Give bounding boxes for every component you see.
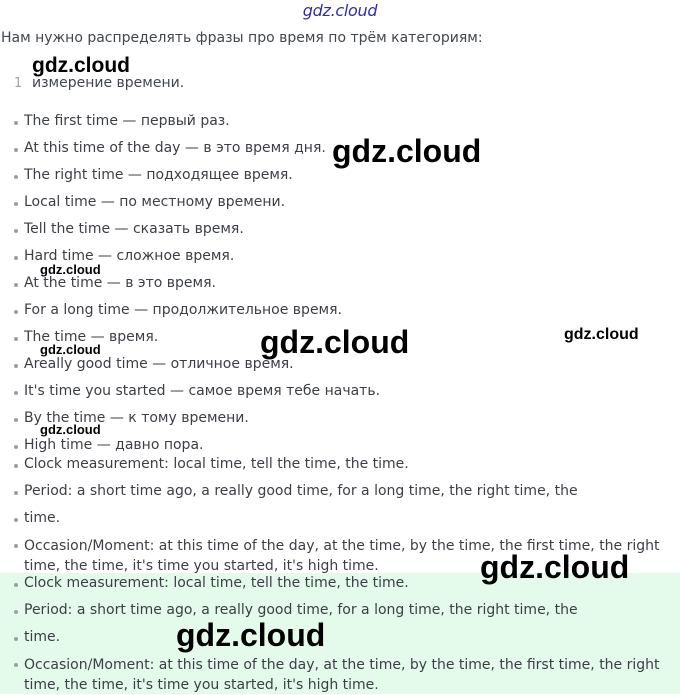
list-item: The first time — первый раз.	[24, 113, 230, 129]
category-item: Clock measurement: local time, tell the time, the time.	[24, 575, 409, 591]
watermark: gdz.cloud	[40, 422, 101, 437]
top-watermark: gdz.cloud	[302, 1, 378, 20]
section-title: измерение времени.	[32, 75, 185, 91]
category-item: time.	[24, 510, 61, 526]
category-item: time.	[24, 629, 61, 645]
list-item: Tell the time — сказать время.	[24, 221, 244, 237]
list-item: At this time of the day — в это время дня.	[24, 140, 326, 156]
list-item: By the time — к тому времени.	[24, 410, 249, 426]
category-item: Occasion/Moment: at this time of the day, at the time, by the time, the first time, the right time, the time, it's time you started, it's high time.	[24, 655, 676, 695]
category-item: Period: a short time ago, a really good time, for a long time, the right time, the	[24, 483, 578, 499]
category-item: Occasion/Moment: at this time of the day, at the time, by the time, the first time, the right time, the time, it's time you started, it's high time.	[24, 536, 676, 576]
watermark: gdz.cloud	[480, 549, 630, 585]
watermark: gdz.cloud	[260, 324, 410, 360]
list-item: Hard time — сложное время.	[24, 248, 235, 264]
list-item: Areally good time — отличное время.	[24, 356, 294, 372]
list-number: 1	[14, 76, 23, 91]
list-item: The time — время.	[24, 329, 159, 345]
watermark: gdz.cloud	[32, 54, 130, 77]
list-item: For a long time — продолжительное время.	[24, 302, 342, 318]
category-item: Clock measurement: local time, tell the time, the time.	[24, 456, 409, 472]
list-item: Local time — по местному времени.	[24, 194, 286, 210]
list-item: It's time you started — самое время тебе начать.	[24, 383, 381, 399]
list-item: High time — давно пора.	[24, 437, 204, 453]
watermark: gdz.cloud	[564, 326, 639, 343]
watermark: gdz.cloud	[332, 133, 482, 169]
watermark: gdz.cloud	[176, 617, 326, 653]
list-item: The right time — подходящее время.	[24, 167, 293, 183]
watermark: gdz.cloud	[40, 342, 101, 357]
intro-text: Нам нужно распределять фразы про время по трём категориям:	[1, 30, 483, 46]
watermark: gdz.cloud	[40, 262, 101, 277]
list-item: At the time — в это время.	[24, 275, 216, 291]
category-item: Period: a short time ago, a really good time, for a long time, the right time, the	[24, 602, 578, 618]
